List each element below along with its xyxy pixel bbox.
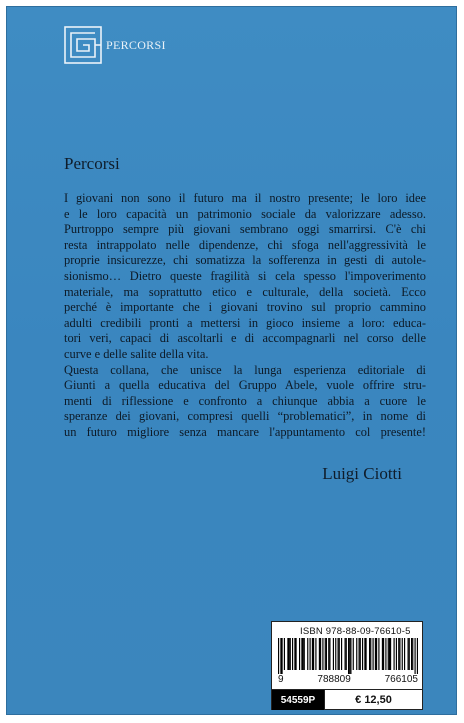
price-row bbox=[272, 689, 422, 710]
barcode-bar bbox=[360, 638, 361, 670]
book-back-cover bbox=[6, 6, 457, 715]
barcode-bar bbox=[376, 638, 377, 670]
barcode-bar bbox=[415, 638, 416, 674]
barcode-bar bbox=[289, 638, 290, 670]
barcode-digits bbox=[278, 674, 418, 685]
blurb-line: resta intrappolato nelle dipendenze, chi sfoga nell'aggressività le bbox=[64, 237, 426, 252]
blurb-line: e le loro capacità un patrimonio sociale da valorizzare adesso. bbox=[64, 206, 426, 221]
barcode-bar bbox=[313, 638, 314, 670]
barcode-bar bbox=[341, 638, 342, 670]
barcode-digit-first: 9 bbox=[278, 674, 284, 685]
barcode-bar bbox=[294, 638, 295, 670]
blurb-line: adulti credibili pronti a mettersi in gioco insieme a loro: educa- bbox=[64, 315, 426, 330]
barcode-bar bbox=[312, 638, 313, 670]
barcode-bar bbox=[366, 638, 367, 670]
barcode-bar bbox=[304, 638, 305, 670]
blurb-line: Purtroppo sempre più giovani sembrano oggi smarrirsi. C'è chi bbox=[64, 222, 426, 237]
barcode-bar bbox=[284, 638, 285, 670]
blurb-line: Giunti a quella educativa del Gruppo Abele, vuole offrire stru- bbox=[64, 378, 426, 393]
barcode-bar bbox=[396, 638, 397, 670]
barcode-bar bbox=[280, 638, 281, 674]
barcode-bar bbox=[325, 638, 326, 670]
barcode-bar bbox=[333, 638, 334, 670]
blurb-line: speranze dei giovani, compresi quelli “problematici”, in nome di bbox=[64, 409, 426, 424]
barcode-bar bbox=[411, 638, 412, 670]
author-signature: Luigi Ciotti bbox=[322, 464, 402, 483]
blurb-line: sionismo… Dietro queste fragilità si cela spesso l'impoverimento bbox=[64, 268, 426, 283]
series-title: Percorsi bbox=[64, 154, 120, 173]
blurb-line: I giovani non sono il futuro ma il nostro presente; le loro idee bbox=[64, 191, 426, 205]
blurb-line: proprie insicurezze, chi somatizza la sofferenza in gesti di autole- bbox=[64, 253, 426, 268]
barcode-panel bbox=[271, 621, 423, 710]
barcode-bar bbox=[364, 638, 365, 670]
barcode-bar bbox=[417, 638, 418, 674]
barcode-bar bbox=[338, 638, 339, 670]
barcode-bar bbox=[389, 638, 390, 670]
barcode-bar bbox=[382, 638, 383, 670]
barcode-bar bbox=[329, 638, 330, 670]
barcode-bar bbox=[349, 638, 350, 674]
blurb-line: tori veri, capaci di ascoltarli e di accompagnarli nel corso delle bbox=[64, 331, 426, 346]
blurb-line: menti di riflessione e confronto a chiunque abbia a cuore le bbox=[64, 393, 426, 408]
barcode-bar bbox=[339, 638, 340, 670]
barcode-bar bbox=[320, 638, 321, 670]
barcode-bar bbox=[359, 638, 360, 670]
barcode-bar bbox=[409, 638, 410, 670]
barcode-bar bbox=[292, 638, 293, 670]
barcode-bar bbox=[326, 638, 327, 670]
barcode-bar bbox=[296, 638, 297, 670]
barcode-bar bbox=[282, 638, 283, 674]
logo-text: PERCORSI bbox=[106, 38, 166, 52]
labyrinth-icon bbox=[64, 26, 102, 64]
barcode-bar bbox=[345, 638, 346, 670]
barcode-bar bbox=[301, 638, 302, 670]
barcode-bar bbox=[348, 638, 349, 674]
barcode-bar bbox=[373, 638, 374, 670]
barcode-bar bbox=[383, 638, 384, 670]
blurb-line: Questa collana, che unisce la lunga esperienza editoriale di bbox=[64, 362, 426, 377]
barcode-bar bbox=[328, 638, 329, 670]
price-label: € 12,50 bbox=[324, 690, 422, 710]
barcode-bar bbox=[399, 638, 400, 670]
blurb-line: materiale, ma soprattutto etico e culturale, della società. Ecco bbox=[64, 284, 426, 299]
barcode-bar bbox=[412, 638, 413, 670]
barcode-bar bbox=[398, 638, 399, 670]
barcode-bar bbox=[390, 638, 391, 670]
barcode-bar bbox=[385, 638, 386, 670]
blurb-line: perché è importante che i giovani trovino sul proprio cammino bbox=[64, 300, 426, 315]
product-code: 54559P bbox=[272, 690, 324, 710]
barcode-bar bbox=[378, 638, 379, 670]
barcode-bar bbox=[319, 638, 320, 670]
barcode-bar bbox=[299, 638, 300, 670]
blurb-text bbox=[64, 191, 426, 441]
barcode-bar bbox=[388, 638, 389, 670]
barcode-bar bbox=[370, 638, 371, 670]
barcode-bar bbox=[346, 638, 347, 670]
barcode-bar bbox=[303, 638, 304, 670]
barcode-bar bbox=[307, 638, 308, 670]
barcode-bar bbox=[278, 638, 279, 674]
barcode-bar bbox=[402, 638, 403, 670]
barcode-bar bbox=[350, 638, 351, 674]
barcode-bar bbox=[394, 638, 395, 670]
barcode-bar bbox=[408, 638, 409, 670]
barcode-bar bbox=[315, 638, 316, 670]
barcode-bar bbox=[353, 638, 354, 670]
barcode-digits-right: 766105 bbox=[384, 674, 418, 685]
barcode-bar bbox=[375, 638, 376, 670]
barcode-bar bbox=[310, 638, 311, 670]
barcode-bar bbox=[404, 638, 405, 670]
barcode-bars bbox=[278, 638, 418, 674]
barcode-bar bbox=[322, 638, 323, 670]
barcode-bar bbox=[335, 638, 336, 670]
blurb-line: un futuro migliore senza mancare l'appuntamento col presente! bbox=[64, 424, 426, 439]
barcode-bar bbox=[356, 638, 357, 670]
barcode-digits-left: 788809 bbox=[317, 674, 351, 685]
barcode-bar bbox=[362, 638, 363, 670]
barcode-bar bbox=[287, 638, 288, 670]
isbn-label: ISBN 978-88-09-76610-5 bbox=[300, 626, 411, 637]
barcode-bar bbox=[290, 638, 291, 670]
blurb-line: curve e delle salite della vita. bbox=[64, 346, 209, 361]
barcode-bar bbox=[369, 638, 370, 670]
